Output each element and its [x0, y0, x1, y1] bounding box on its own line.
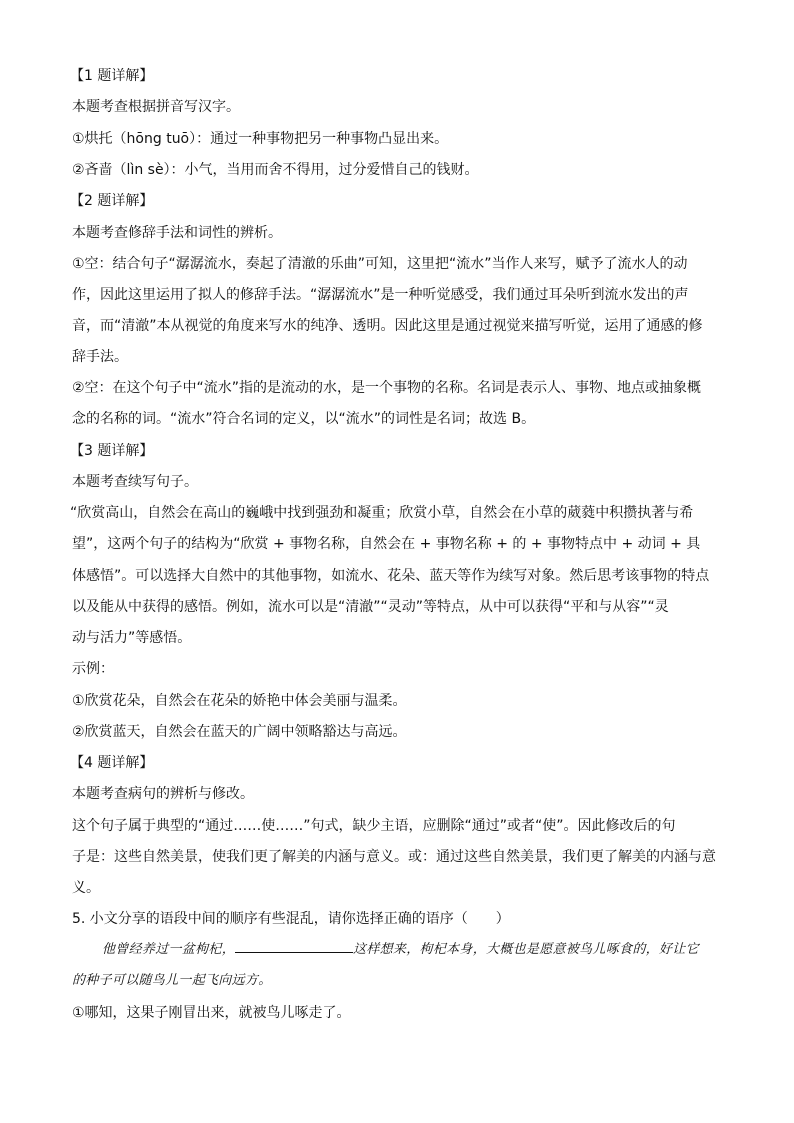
q3-example-2: ②欣赏蓝天，自然会在蓝天的广阔中领略豁达与高远。 — [72, 724, 407, 740]
q1-item-2: ②吝啬（lìn sè）：小气，当用而舍不得用，过分爱惜自己的钱财。 — [72, 162, 479, 178]
q4-para-line: 这个句子属于典型的“通过……使……”句式，缺少主语，应删除“通过”或者“使”。因此修改后的句 — [72, 818, 676, 834]
q5-option-1: ①哪知，这果子刚冒出来，就被鸟儿啄走了。 — [72, 1005, 351, 1021]
answer-blank — [235, 940, 353, 953]
q2-para1-line: 辞手法。 — [72, 349, 128, 365]
q3-intro: 本题考查续写句子。 — [72, 474, 198, 490]
q5-passage-line-2: 的种子可以随鸟儿一起飞向远方。 — [72, 973, 272, 988]
q1-item-1: ①烘托（hōng tuō）：通过一种事物把另一种事物凸显出来。 — [72, 131, 449, 147]
q2-para1-line: 音，而“清澈”本从视觉的角度来写水的纯净、透明。因此这里是通过视觉来描写听觉，运用了通感的修 — [72, 318, 703, 334]
q2-para1-line: ①空：结合句子“潺潺流水，奏起了清澈的乐曲”可知，这里把“流水”当作人来写，赋予了流水人的动 — [72, 256, 688, 272]
q5-passage-post: 这样想来，枸杞本身，大概也是愿意被鸟儿啄食的，好让它 — [353, 942, 699, 957]
q3-para-line: 动与活力”等感悟。 — [72, 630, 192, 646]
q4-para-line: 义。 — [72, 880, 100, 896]
q2-para2-line: 念的名称的词。“流水”符合名词的定义，以“流水”的词性是名词；故选 B。 — [72, 411, 536, 427]
q2-heading: 【2 题详解】 — [70, 193, 154, 209]
q5-passage-pre: 他曾经养过一盆枸杞， — [102, 942, 236, 957]
q2-para1-line: 作，因此这里运用了拟人的修辞手法。“潺潺流水”是一种听觉感受，我们通过耳朵听到流水发出的声 — [72, 287, 689, 303]
q3-example-1: ①欣赏花朵，自然会在花朵的娇艳中体会美丽与温柔。 — [72, 693, 407, 709]
q5-question: 5. 小文分享的语段中间的顺序有些混乱，请你选择正确的语序（ ） — [72, 911, 510, 927]
q1-heading: 【1 题详解】 — [70, 68, 154, 84]
q3-para-line: “欣赏高山，自然会在高山的巍峨中找到强劲和凝重；欣赏小草，自然会在小草的葳蕤中积攒执著与希 — [70, 505, 694, 521]
q5-passage-line-1 — [102, 940, 724, 960]
q1-intro: 本题考查根据拼音写汉字。 — [72, 99, 240, 115]
q3-example-label: 示例： — [72, 661, 114, 677]
q3-heading: 【3 题详解】 — [70, 443, 154, 459]
q4-para-line: 子是：这些自然美景，使我们更了解美的内涵与意义。或：通过这些自然美景，我们更了解美的内涵与意 — [72, 849, 716, 865]
q3-para-line: 望”，这两个句子的结构为“欣赏 + 事物名称，自然会在 + 事物名称 + 的 + 事物特点中 + 动词 + 具 — [72, 536, 701, 552]
q3-para-line: 以及能从中获得的感悟。例如，流水可以是“清澈”“灵动”等特点，从中可以获得“平和与从容”“灵 — [72, 599, 669, 615]
q4-intro: 本题考查病句的辨析与修改。 — [72, 786, 254, 802]
q2-para2-line: ②空：在这个句子中“流水”指的是流动的水，是一个事物的名称。名词是表示人、事物、地点或抽象概 — [72, 380, 702, 396]
q2-intro: 本题考查修辞手法和词性的辨析。 — [72, 225, 282, 241]
q3-para-line: 体感悟”。可以选择大自然中的其他事物，如流水、花朵、蓝天等作为续写对象。然后思考该事物的特点 — [72, 568, 710, 584]
q4-heading: 【4 题详解】 — [70, 755, 154, 771]
